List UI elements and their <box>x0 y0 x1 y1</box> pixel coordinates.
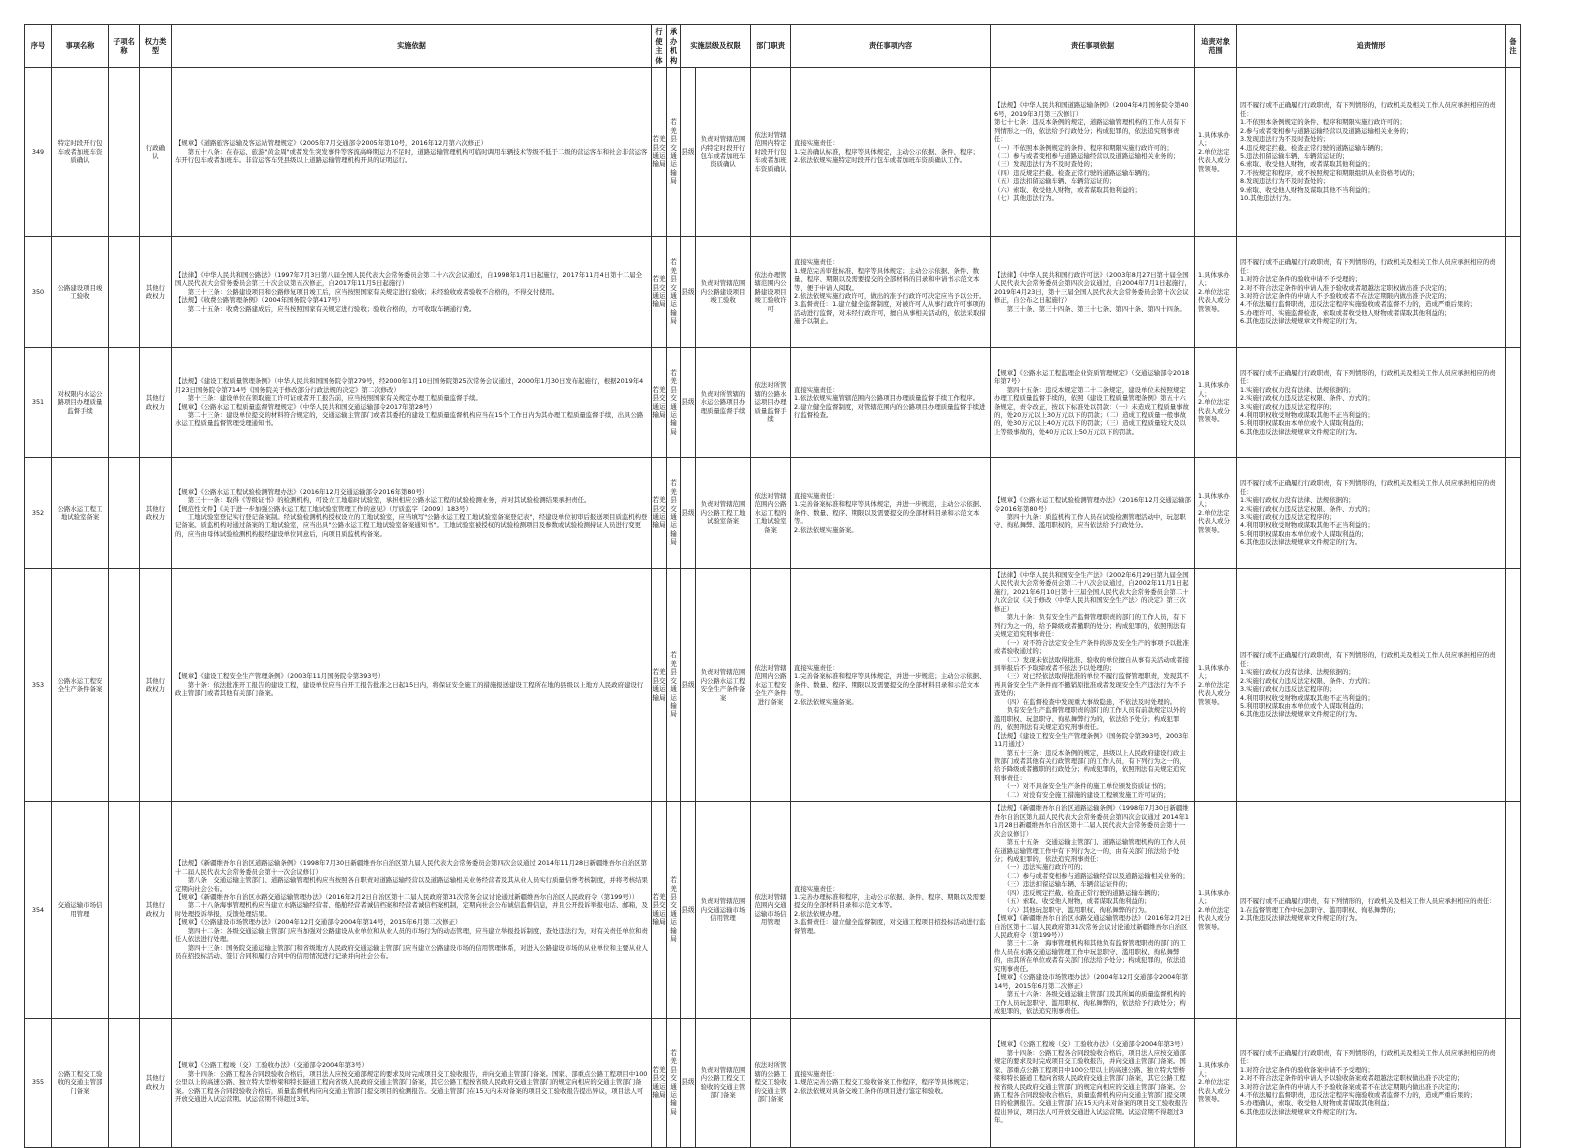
cell-power-type: 其他行政权力 <box>140 1018 172 1147</box>
cell-level-a: 县级 <box>681 68 696 237</box>
cell-seq: 351 <box>25 348 52 458</box>
cell-remark <box>1506 348 1521 458</box>
cell-resp-content: 直接实施责任： 1.依法依规实施管辖范围内公路项目办理质量监督手续工作程序。 2.建立健全监督制度，对管辖范围内的公路项目办理质量监督手续进行监督检查。 <box>791 348 991 458</box>
cell-sub-item <box>109 458 140 569</box>
cell-undertaker: 若羌县交通运输局 <box>667 802 681 1018</box>
cell-dept-duty: 依法对管辖范围内特定时段开行包车或者加班车资质确认 <box>751 68 791 237</box>
cell-seq: 354 <box>25 802 52 1018</box>
cell-basis: 【规章】《道路旅客运输及客运站管理规定》（2005年7月交通部令2005年第10号，2016年12月第六次修正） 第五十八条：在春运、旅游"黄金周"或者发生突发事件等客流高峰期运力不足时，道路运输管理机构可临时调用车辆技术等级不低于二级的营运客车和社会非营运客车开行包车或者加班车。非营运客车凭县级以上道路运输管理机构开具的证明运行。 <box>172 68 652 237</box>
cell-accountable: 1.具体承办人； 2.单位法定代表人或分管领导。 <box>1195 569 1237 802</box>
cell-situations: 因不履行或不正确履行行政职责，有下列情形的，行政机关及相关工作人员应承担相应的责任： 1.不依照本条例规定的条件、程序和期限实施行政许可的； 2.参与或者变相参与道路运输经营以及道路运输相关业务的； 3.发现违法行为不及时查处的； 4.违反规定拦截、检查正常行驶的道路运输车辆的； 5.违法扣留运输车辆、车辆营运证的； 6.索取、收受他人财物，或者谋取其他利益的； 7.不按规定和程序，或不按照规定和期限组织从业资格考试的； 8.发现违法行为不及时查处的； 9.索取、收受他人财物及谋取其他不当利益的； 10.其他违法行为。 <box>1237 68 1506 237</box>
table-row <box>25 1018 1521 1147</box>
cell-remark <box>1506 802 1521 1018</box>
cell-sub-item <box>109 68 140 237</box>
cell-undertaker: 若羌县交通运输局 <box>667 237 681 348</box>
cell-seq: 350 <box>25 237 52 348</box>
cell-resp-content: 直接实施责任： 1.规范完善公路工程交工验收备案工作程序，程序等具体规定； 2.依法依规对具备交竣工条件的项目进行鉴定和验收。 <box>791 1018 991 1147</box>
cell-item-name: 特定时段开行包车或者加班车资质确认 <box>52 68 109 237</box>
cell-level-a: 县级 <box>681 1018 696 1147</box>
cell-level-b: 负责对所管辖的水运公路项目办理质量监督手续 <box>696 348 751 458</box>
cell-subject: 若羌县交通运输局 <box>652 458 667 569</box>
cell-resp-content: 直接实施责任： 1.完善备案标准和程序等具体规定，并进一步规范，主动公示依据、条件、数量、程序、期限以及需要提交的全部材料目录和示范文本等。 2.依法依规实施备案。 <box>791 458 991 569</box>
cell-situations: 因不履行或不正确履行行政职责，有下列情形的，行政机关及相关工作人员应承担相应的责任： 1.实施行政权力没有法律、法规依据的； 2.实施行政权力违反法定权限、条件、方式的； 3.实施行政权力违反法定程序的； 4.利用职权收受财物或谋取其他不正当利益的； 5.利用职权谋取由本单位或个人谋取利益的； 6.其他违反法律法规规章文件规定的行为。 <box>1237 569 1506 802</box>
cell-subject: 若羌县交通运输局 <box>652 569 667 802</box>
cell-dept-duty: 依法对所管辖的公路工程交工验收的交通主管部门备案 <box>751 1018 791 1147</box>
cell-level-b: 负责对管辖范围内特定时段开行包车或者加班车资质确认 <box>696 68 751 237</box>
table-row <box>25 458 1521 569</box>
cell-resp-content: 直接实施责任： 1.完善办理标准和程序，主动公示依据、条件、程序、期限以及需要提交的全部材料目录和示范文本等。 2.依法依规办理。 3.监督责任：建立健全监督制度，对交通工程项目招投标活动进行监督管理。 <box>791 802 991 1018</box>
cell-accountable: 1.具体承办人； 2.单位法定代表人或分管领导。 <box>1195 458 1237 569</box>
header-subject: 行使主体 <box>652 25 667 68</box>
cell-resp-content: 直接实施责任： 1.完善备案标准和程序等具体规定，并进一步规范；主动公示依据、条件、数量、程序、期限以及需要提交的全部材料目录和示范文本等。 2.依法依规实施备案。 <box>791 569 991 802</box>
cell-accountable: 1.具体承办人； 2.单位法定代表人或分管领导。 <box>1195 348 1237 458</box>
cell-basis: 【法规】《建设工程质量管理条例》（中华人民共和国国务院令第279号，经2000年1月10日国务院第25次常务会议通过，2000年1月30日发布起施行，根据2019年4月23日国务院令第714号《国务院关于修改部分行政法规的决定》第二次修改） 第十三条：建设单位在领取施工许可证或者开工报告前，应当按照国家有关规定办理工程质量监督手续。 【规章】《公路水运工程质量监督管理规定》（中华人民共和国交通运输部令2017年第28号） 第二十三条：建设单位提交的材料符合规定的，交通运输主管部门或者其委托的建设工程质量监督机构应当在15个工作日内为其办理工程质量监督手续，出具公路水运工程质量监督管理受理通知书。 <box>172 348 652 458</box>
cell-dept-duty: 依法对管辖范围内公路水运工程的工地试验室备案 <box>751 458 791 569</box>
cell-item-name: 公路水运工程安全生产条件备案 <box>52 569 109 802</box>
header-resp-basis: 责任事项依据 <box>991 25 1195 68</box>
cell-situations: 因不履行或不正确履行职责，有下列情形的，行政机关及相关工作人员应承担相应的责任： 1.在监督管理工作中玩忽职守、滥用职权、徇私舞弊的； 2.其他违反法律法规规章文件规定的行为。 <box>1237 802 1506 1018</box>
header-situations: 追责情形 <box>1237 25 1506 68</box>
header-seq: 序号 <box>25 25 52 68</box>
cell-item-name: 公路水运工程工地试验室备案 <box>52 458 109 569</box>
cell-dept-duty: 依法办理管辖范围内公路建设项目竣工验收许可 <box>751 237 791 348</box>
cell-situations: 因不履行或不正确履行行政职责，有下列情形的，行政机关及相关工作人员应承担相应的责任： 1.实施行政权力没有法律、法规依据的； 2.实施行政权力违反法定权限、条件、方式的； 3.实施行政权力违反法定程序的； 4.利用职权收受财物或谋取其他不正当利益的； 5.利用职权谋取由本单位或个人谋取利益的； 6.其他违反法律法规规章文件规定的行为。 <box>1237 348 1506 458</box>
cell-resp-basis: 【法规】《新疆维吾尔自治区道路运输条例》（1998年7月30日新疆维吾尔自治区第九届人民代表大会常务委员会第四次会议通过 2014年11月28日新疆维吾尔自治区第十二届人民代表大会常务委员会第十一次会议修订） 第五十五条 交通运输主管部门、道路运输管理机构的工作人员在道路运输管理工作中有下列行为之一的，由有关部门依法给予处分；构成犯罪的，依法追究刑事责任： （一）违法实施行政许可的； （二）参与或者变相参与道路运输经营以及道路运输相关业务的； （三）违法扣留运输车辆、车辆营运证件的； （四）违反规定拦截、检查正常行驶的道路运输车辆的； （五）索取、收受他人财物，或者谋取其他利益的； （六）其他玩忽职守、滥用职权、徇私舞弊的行为。 【规章】《新疆维吾尔自治区水路交通运输管理办法》（2016年2月2日自治区第十二届人民政府第31次常务会议讨论通过新疆维吾尔自治区人民政府令（第199号）） 第三十二条 海事管理机构和其他负有监督管理职责的部门的工作人员在水路交通运输管理工作中玩忽职守、滥用职权、徇私舞弊的，由其所在单位或者有关部门依法给予处分；构成犯罪的，依法追究刑事责任。 【规章】《公路建设市场管理办法》（2004年12月交通部令2004年第14号，2015年6月第二次修正） 第五十六条：各级交通运输主管部门及其所属的质量监督机构的工作人员玩忽职守、滥用职权、徇私舞弊的，依法给予行政处分；构成犯罪的，依法追究刑事责任。 <box>991 802 1195 1018</box>
table-row <box>25 237 1521 348</box>
cell-seq: 355 <box>25 1018 52 1147</box>
header-item-name: 事项名称 <box>52 25 109 68</box>
cell-sub-item <box>109 569 140 802</box>
cell-basis: 【规章】《建设工程安全生产管理条例》（2003年11月国务院令第393号） 第十条：依法批准开工报告的建设工程，建设单位应当自开工报告批准之日起15日内，将保证安全施工的措施报送建设工程所在地的县级以上地方人民政府建设行政主管部门或者其他有关部门备案。 <box>172 569 652 802</box>
cell-undertaker: 若羌县交通运输局 <box>667 569 681 802</box>
cell-remark <box>1506 237 1521 348</box>
cell-resp-content: 直接实施责任： 1.规范完善审批标准、程序等具体规定；主动公示依据、条件、数量、程序、期限以及需要提交的全部材料的目录和申请书示范文本等，便于申请人阅取。 2.依法依规实施行政许可，做出的准予行政许可决定应当予以公开。 3.监督责任：1.建立健全监督制度，对被许可人从事行政许可事项的活动进行监督，对未经行政许可，擅自从事相关活动的，依法采取措施予以制止。 <box>791 237 991 348</box>
cell-basis: 【规章】《公路水运工程试验检测管理办法》（2016年12月交通运输部令2016年第80号） 第三十一条：取得《等级证书》的检测机构，可设立工地临时试验室，承担相应公路水运工程的试验检测业务，并对其试验检测结果承担责任。 【规范性文件】《关于进一步加强公路水运工程工地试验室管理工作的意见》（厅质监字〔2009〕183号） 工地试验室登记实行登记备案制。经试验检测机构授权设立的工地试验室，应当填写"公路水运工程工地试验室备案登记表"，经建设单位初审后报送项目质监机构登记备案。质监机构对通过备案的工地试验室，应当出具"公路水运工程工地试验室备案通知书"。工地试验室被授权的试验检测项目及参数或试验检测持证人员进行变更的，应当由母体试验检测机构报经建设单位同意后，向项目质监机构备案。 <box>172 458 652 569</box>
cell-remark <box>1506 458 1521 569</box>
cell-level-b: 负责对管辖范围内公路水运工程安全生产条件备案 <box>696 569 751 802</box>
table-row <box>25 569 1521 802</box>
cell-remark <box>1506 1018 1521 1147</box>
cell-power-type: 行政确认 <box>140 68 172 237</box>
cell-power-type: 其他行政权力 <box>140 569 172 802</box>
cell-level-a: 县级 <box>681 237 696 348</box>
cell-dept-duty: 依法对所管辖的公路水运项目办理质量监督手续 <box>751 348 791 458</box>
cell-subject: 若羌县交通运输局 <box>652 68 667 237</box>
cell-resp-basis: 【法律】《中华人民共和国安全生产法》（2002年6月29日第九届全国人民代表大会常务委员会第二十八次会议通过，自2002年11月1日起施行，2021年6月10日第十三届全国人民代表大会常务委员会第二十九次会议《关于修改〈中华人民共和国安全生产法〉的决定》第三次修正） 第九十条：负有安全生产监督管理职责的部门的工作人员，有下列行为之一的，给予降级或者撤职的处分；构成犯罪的，依照刑法有关规定追究刑事责任： （一）对不符合法定安全生产条件的涉及安全生产的事项予以批准或者验收通过的； （二）发现未依法取得批准、验收的单位擅自从事有关活动或者接到举报后不予取缔或者不依法予以处理的； （三）对已经依法取得批准的单位不履行监督管理职责，发现其不再具备安全生产条件而不撤销原批准或者发现安全生产违法行为不予查处的； （四）在监督检查中发现重大事故隐患，不依法及时处理的。 负有安全生产监督管理职责的部门的工作人员有前款规定以外的滥用职权、玩忽职守、徇私舞弊行为的，依法给予处分；构成犯罪的，依照刑法有关规定追究刑事责任。 【法规】《建设工程安全生产管理条例》（国务院令第393号，2003年11月通过） 第五十三条：违反本条例的规定，县级以上人民政府建设行政主管部门或者其他有关行政管理部门的工作人员，有下列行为之一的，给予降级或者撤职的行政处分；构成犯罪的，依照刑法有关规定追究刑事责任： （一）对不具备安全生产条件的施工单位颁发资质证书的； （二）对没有安全施工措施的建设工程颁发施工许可证的； <box>991 569 1195 802</box>
cell-basis: 【法规】《新疆维吾尔自治区道路运输条例》（1998年7月30日新疆维吾尔自治区第九届人民代表大会常务委员会第四次会议通过 2014年11月28日新疆维吾尔自治区第十二届人民代表大会常务委员会第十一次会议修订） 第八条 交通运输主管部门、道路运输管理机构应当按照各自职责对道路运输经营以及道路运输相关业务经营者及其从业人员实行质量信誉考核制度，并将考核结果定期向社会公布。 【规章】《新疆维吾尔自治区水路交通运输管理办法》（2016年2月2日自治区第十二届人民政府第31次常务会议讨论通过新疆维吾尔自治区人民政府令（第199号）） 第二十八条海事管理机构应当建立水路运输经营者、船舶经营者诚信档案和经营者诚信档案机制，定期向社会公布诚信监督信息，并且公开投诉举报电话、邮箱，及时处理投诉举报，反馈处理结果。 【规章】《公路建设市场管理办法》（2004年12月交通部令2004年第14号，2015年6月第二次修正） 第四十二条：各级交通运输主管部门应当加强对公路建设从业单位和从业人员的市场行为的动态管理，应当建立举报投诉制度，查处违法行为，对有关责任单位和责任人依法进行处理。 第四十三条：国务院交通运输主管部门和省级地方人民政府交通运输主管部门应当建立公路建设市场的信用管理体系，对进入公路建设市场的从业单位和主要从业人员在招投标活动、签订合同和履行合同中的信用情况进行记录并向社会公布。 <box>172 802 652 1018</box>
cell-level-a: 县级 <box>681 348 696 458</box>
cell-resp-basis: 【法律】《中华人民共和国行政许可法》（2003年8月27日第十届全国人民代表大会常务委员会第四次会议通过，自2004年7月1日起施行，2019年4月23日，第十三届全国人民代表大会常务委员会第十次会议修正，自公布之日起施行） 第三十条、第三十四条、第三十七条、第四十条、第四十四条。 <box>991 237 1195 348</box>
cell-sub-item <box>109 237 140 348</box>
cell-undertaker: 若羌县交通运输局 <box>667 1018 681 1147</box>
cell-dept-duty: 依法对管辖范围内公路水运工程安全生产条件进行备案 <box>751 569 791 802</box>
cell-resp-basis: 【规章】《公路工程竣（交）工验收办法》（交通部令2004年第3号） 第十四条：公路工程各合同段验收合格后，项目法人应按交通部规定的要求及时完成项目交工验收报告，并向交通主管部门备案。国家、部重点公路工程项目中100公里以上的高速公路、独立特大型桥梁和特长隧道工程向省级人民政府交通主管部门备案，其它公路工程按省级人民政府交通主管部门的规定向相应的交通主管部门备案。公路工程各合同段验收合格后，质量监督机构应向交通主管部门提交项目的检测报告。交通主管部门在15天内未对备案的项目交工验收报告提出异议，项目法人可开放交通进入试运营期。试运营期不得超过3年。 <box>991 1018 1195 1147</box>
cell-level-b: 负责对管辖范围内公路建设项目竣工验收 <box>696 237 751 348</box>
cell-level-a: 县级 <box>681 458 696 569</box>
cell-subject: 若羌县交通运输局 <box>652 348 667 458</box>
header-level: 实施层级及权限 <box>681 25 751 68</box>
cell-item-name: 公路工程交工验收的交通主管部门备案 <box>52 1018 109 1147</box>
cell-resp-basis: 【法规】《中华人民共和国道路运输条例》（2004年4月国务院令第406号，2019年3月第三次修订） 第七十七条：违反本条例的规定，道路运输管理机构的工作人员有下列情形之一的，依法给予行政处分；构成犯罪的，依法追究刑事责任： （一）不依照本条例规定的条件、程序和期限实施行政许可的； （二）参与或者变相参与道路运输经营以及道路运输相关业务的； （三）发现违法行为不及时查处的； （四）违反规定拦截、检查正常行驶的道路运输车辆的； （五）违法扣留运输车辆、车辆营运证的； （六）索取、收受他人财物，或者谋取其他利益的； （七）其他违法行为。 <box>991 68 1195 237</box>
header-undertaker: 承办机构 <box>667 25 681 68</box>
cell-power-type: 其他行政权力 <box>140 802 172 1018</box>
cell-item-name: 对权限内水运公路项目办理质量监督手续 <box>52 348 109 458</box>
cell-accountable: 1.具体承办人； 2.单位法定代表人或分管领导。 <box>1195 1018 1237 1147</box>
cell-undertaker: 若羌县交通运输局 <box>667 348 681 458</box>
cell-level-b: 负责对管辖范围内交通运输市场信用管理 <box>696 802 751 1018</box>
table-row <box>25 68 1521 237</box>
cell-sub-item <box>109 802 140 1018</box>
cell-subject: 若羌县交通运输局 <box>652 1018 667 1147</box>
cell-power-type: 其他行政权力 <box>140 458 172 569</box>
cell-resp-basis: 【规章】《公路水运工程监理企业资质管理规定》（交通运输部令2018年第7号） 第四十五条：违反本规定第二十二条规定，建设单位未按照规定办理工程质量监督手续的，依照《建设工程质量管理条例》第五十六条规定，责令改正，按以下标准处以罚款：（一）未造成工程质量事故的，处20万元以上30万元以下的罚款；（二）造成工程质量一般事故的，处30万元以上40万元以下的罚款；（三）造成工程质量较大及以上等级事故的，处40万元以上50万元以下的罚款。 <box>991 348 1195 458</box>
header-remark: 备注 <box>1506 25 1521 68</box>
cell-dept-duty: 依法对管辖范围内交通运输市场信用管理 <box>751 802 791 1018</box>
cell-remark <box>1506 569 1521 802</box>
table-row <box>25 348 1521 458</box>
cell-basis: 【规章】《公路工程竣（交）工验收办法》（交通部令2004年第3号） 第十四条：公路工程各合同段验收合格后，项目法人应按交通部规定的要求及时完成项目交工验收报告，并向交通主管部门备案。国家、部重点公路工程项目中100公里以上的高速公路、独立特大型桥梁和特长隧道工程向省级人民政府交通主管部门备案，其它公路工程按省级人民政府交通主管部门的规定向相应的交通主管部门备案。公路工程各合同段验收合格后，质量监督机构应向交通主管部门提交项目的检测报告。交通主管部门在15天内未对备案的项目交工验收报告提出异议，项目法人可开放交通进入试运营期。试运营期不得超过3年。 <box>172 1018 652 1147</box>
header-sub-item: 子项名称 <box>109 25 140 68</box>
cell-undertaker: 若羌县交通运输局 <box>667 68 681 237</box>
cell-basis: 【法律】《中华人民共和国公路法》（1997年7月3日第八届全国人民代表大会常务委员会第二十六次会议通过，自1998年1月1日起施行，2017年11月4日第十二届全国人民代表大会常务委员会第三十次会议第五次修正，自2017年11月5日起施行） 第三十三条：公路建设项目和公路修复项目竣工后，应当按照国家有关规定进行验收；未经验收或者验收不合格的，不得交付使用。 【法规】《收费公路管理条例》（2004年国务院令第417号） 第二十五条：收费公路建成后，应当按照国家有关规定进行验收；验收合格的，方可收取车辆通行费。 <box>172 237 652 348</box>
header-basis: 实施依据 <box>172 25 652 68</box>
cell-situations: 因不履行或不正确履行行政职责，有下列情形的，行政机关及相关工作人员应承担相应的责任： 1.实施行政权力没有法律、法规依据的； 2.实施行政权力违反法定权限、条件、方式的； 3.实施行政权力违反法定程序的； 4.利用职权收受财物或谋取其他不正当利益的； 5.利用职权谋取由本单位或个人谋取利益的； 6.其他违反法律法规规章文件规定的行为。 <box>1237 458 1506 569</box>
cell-situations: 因不履行或不正确履行行政职责，有下列情形的，行政机关及相关工作人员应承担相应的责任： 1.对符合法定条件的验收申请不予受理的； 2.对不符合法定条件的申请人准予验收或者超越法定职权做出准予决定的； 3.对符合法定条件的申请人不予验收或者不在法定期限内做出准予决定的； 4.不依法履行监督职责，违反法定程序实施验收或者监督不力的，造成严重后果的； 5.办理许可、实施监督检查，索取或者收受他人财物或者谋取其他利益的； 6.其他违反法律法规规章文件规定的行为。 <box>1237 237 1506 348</box>
cell-subject: 若羌县交通运输局 <box>652 237 667 348</box>
responsibility-list-table <box>24 24 1521 1148</box>
cell-power-type: 其他行政权力 <box>140 348 172 458</box>
cell-seq: 352 <box>25 458 52 569</box>
header-power-type: 权力类型 <box>140 25 172 68</box>
header-row <box>25 25 1521 68</box>
cell-level-b: 负责对管辖范围内公路工程交工验收的交通主管部门备案 <box>696 1018 751 1147</box>
cell-item-name: 交通运输市场信用管理 <box>52 802 109 1018</box>
cell-power-type: 其他行政权力 <box>140 237 172 348</box>
cell-resp-content: 直接实施责任： 1.完善确认标准，程序等具体规定，主动公示依据、条件、程序； 2.依法依规实施特定时段开行包车或者加班车资质确认工作。 <box>791 68 991 237</box>
cell-accountable: 1.具体承办人； 2.单位法定代表人或分管领导。 <box>1195 802 1237 1018</box>
cell-situations: 因不履行或不正确履行行政职责，有下列情形的，行政机关及相关工作人员应承担相应的责任： 1.对符合法定条件的验收备案申请不予受理的； 2.对不符合法定条件的申请人予以验收备案或者超越法定职权做出准予决定的； 3.对符合法定条件的申请人不予验收备案或者不在法定期限内做出准予决定的； 4.不依法履行监督职责，违反法定程序实施验收或者监督不力的，造成严重后果的； 5.办理确认，索取、收受他人财物或者谋取其他利益； 6.其他违反法律法规规章文件规定的行为。 <box>1237 1018 1506 1147</box>
cell-item-name: 公路建设项目竣工验收 <box>52 237 109 348</box>
cell-level-b: 负责对管辖范围内公路工程工地试验室备案 <box>696 458 751 569</box>
cell-remark <box>1506 68 1521 237</box>
cell-level-a: 县级 <box>681 802 696 1018</box>
cell-accountable: 1.具体承办人； 2.单位法定代表人或分管领导。 <box>1195 237 1237 348</box>
table-row <box>25 802 1521 1018</box>
header-resp-content: 责任事项内容 <box>791 25 991 68</box>
header-dept-duty: 部门职责 <box>751 25 791 68</box>
cell-seq: 349 <box>25 68 52 237</box>
cell-undertaker: 若羌县交通运输局 <box>667 458 681 569</box>
cell-accountable: 1.具体承办人； 2.单位法定代表人或分管领导。 <box>1195 68 1237 237</box>
cell-sub-item <box>109 1018 140 1147</box>
header-accountable: 追责对象范围 <box>1195 25 1237 68</box>
cell-level-a: 县级 <box>681 569 696 802</box>
cell-subject: 若羌县交通运输局 <box>652 802 667 1018</box>
cell-sub-item <box>109 348 140 458</box>
cell-seq: 353 <box>25 569 52 802</box>
cell-resp-basis: 【规章】《公路水运工程试验检测管理办法》（2016年12月交通运输部令2016年第80号） 第四十九条：质监机构工作人员在试验检测管理活动中，玩忽职守、徇私舞弊、滥用职权的，应当依法给予行政处分。 <box>991 458 1195 569</box>
